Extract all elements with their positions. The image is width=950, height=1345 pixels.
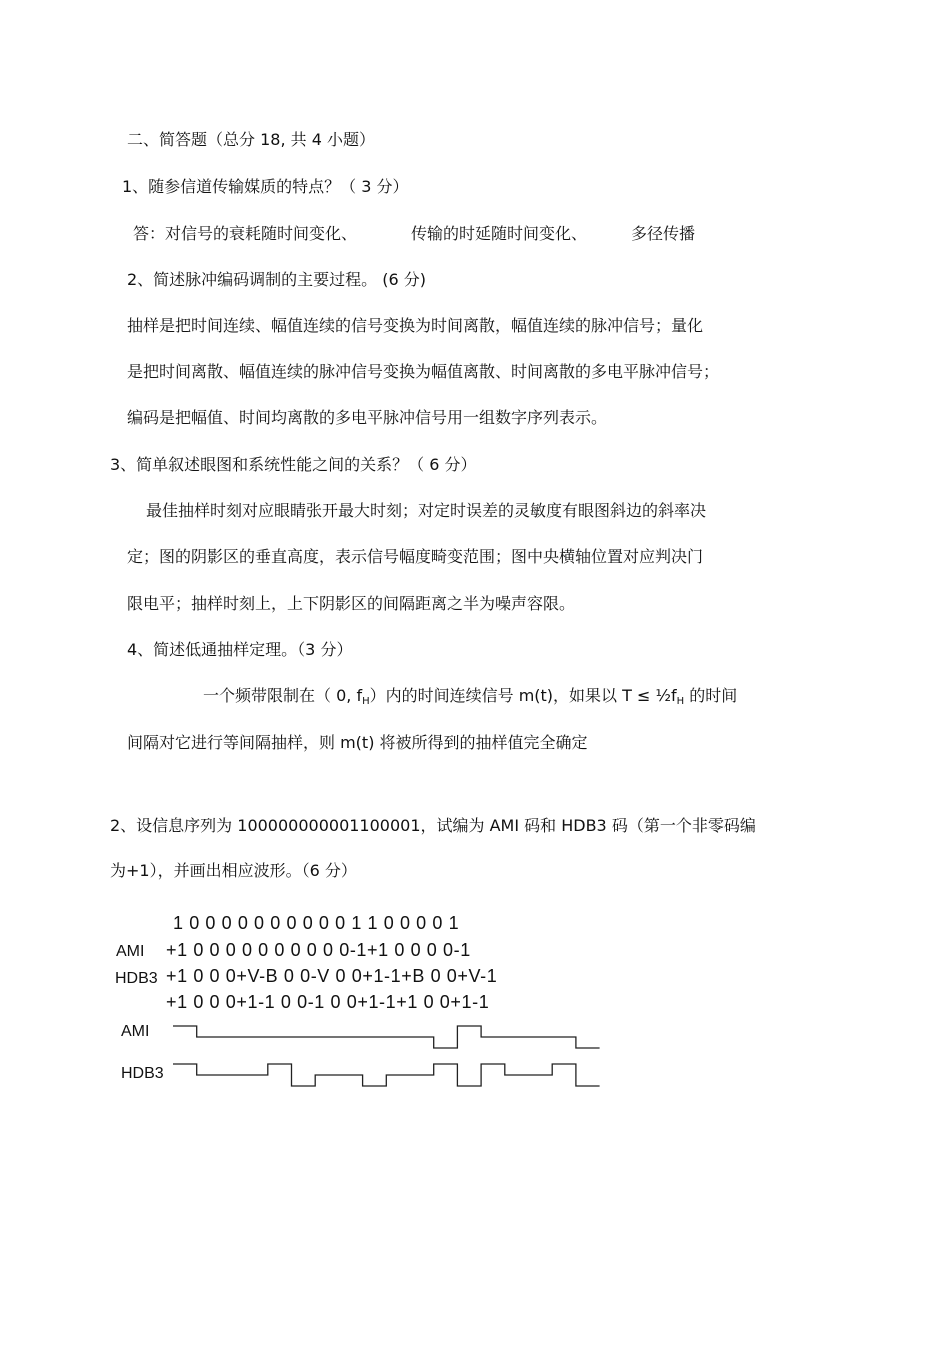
q4-line-1-b: ）内的时间连续信号 m(t)，如果以 T ≤ ½f — [369, 686, 677, 705]
p2-line-2: 为+1），并画出相应波形。（6 分） — [110, 861, 357, 880]
p2-line-1: 2、设信息序列为 100000000001100001，试编为 AMI 码和 HDB3 码（第一个非零码编 — [110, 816, 756, 835]
q2-line-2: 是把时间离散、幅值连续的脉冲信号变换为幅值离散、时间离散的多电平脉冲信号； — [127, 362, 720, 381]
section-title: 二、简答题（总分 18, 共 4 小题） — [127, 130, 375, 149]
q1-answer-a: 答：对信号的衰耗随时间变化、 — [133, 224, 358, 243]
q4-line-1-c: 的时间 — [684, 686, 738, 705]
hdb3-waveform — [173, 1064, 600, 1086]
q3-line-2: 定；图的阴影区的垂直高度，表示信号幅度畸变范围；图中央横轴位置对应判决门 — [127, 547, 704, 566]
q4-line-1-a: 一个频带限制在（ 0, f — [203, 686, 363, 705]
info-sequence: 1 0 0 0 0 0 0 0 0 0 0 1 1 0 0 0 0 1 — [173, 913, 460, 933]
ami-code: +1 0 0 0 0 0 0 0 0 0 0-1+1 0 0 0 0-1 — [166, 940, 471, 960]
q1-question: 1、随参信道传输媒质的特点？（ 3 分） — [122, 177, 409, 196]
q2-line-3: 编码是把幅值、时间均离散的多电平脉冲信号用一组数字序列表示。 — [127, 408, 608, 427]
ami-wave-label: AMI — [121, 1023, 150, 1040]
q4-sub-h2: H — [676, 696, 685, 707]
q4-question: 4、简述低通抽样定理。（3 分） — [127, 640, 353, 659]
q2-line-1: 抽样是把时间连续、幅值连续的信号变换为时间离散，幅值连续的脉冲信号；量化 — [127, 316, 704, 335]
hdb3-wave-label: HDB3 — [121, 1065, 164, 1082]
q1-answer-c: 多径传播 — [631, 224, 696, 243]
q3-question: 3、简单叙述眼图和系统性能之间的关系？（ 6 分） — [110, 455, 477, 474]
q1-answer-b: 传输的时延随时间变化、 — [411, 224, 588, 243]
q4-line-2: 间隔对它进行等间隔抽样，则 m(t) 将被所得到的抽样值完全确定 — [127, 733, 588, 752]
hdb3-values: +1 0 0 0+1-1 0 0-1 0 0+1-1+1 0 0+1-1 — [166, 992, 490, 1012]
hdb3-row-label: HDB3 — [115, 970, 158, 987]
q3-line-3: 限电平；抽样时刻上，上下阴影区的间隔距离之半为噪声容限。 — [127, 594, 576, 613]
ami-waveform — [173, 1026, 600, 1048]
q4-sub-h: H — [362, 696, 370, 707]
hdb3-code: +1 0 0 0+V-B 0 0-V 0 0+1-1+B 0 0+V-1 — [166, 966, 498, 986]
ami-row-label: AMI — [116, 943, 145, 960]
q3-line-1: 最佳抽样时刻对应眼睛张开最大时刻；对定时误差的灵敏度有眼图斜边的斜率决 — [146, 501, 707, 520]
q2-question: 2、简述脉冲编码调制的主要过程。 (6 分) — [127, 270, 427, 289]
